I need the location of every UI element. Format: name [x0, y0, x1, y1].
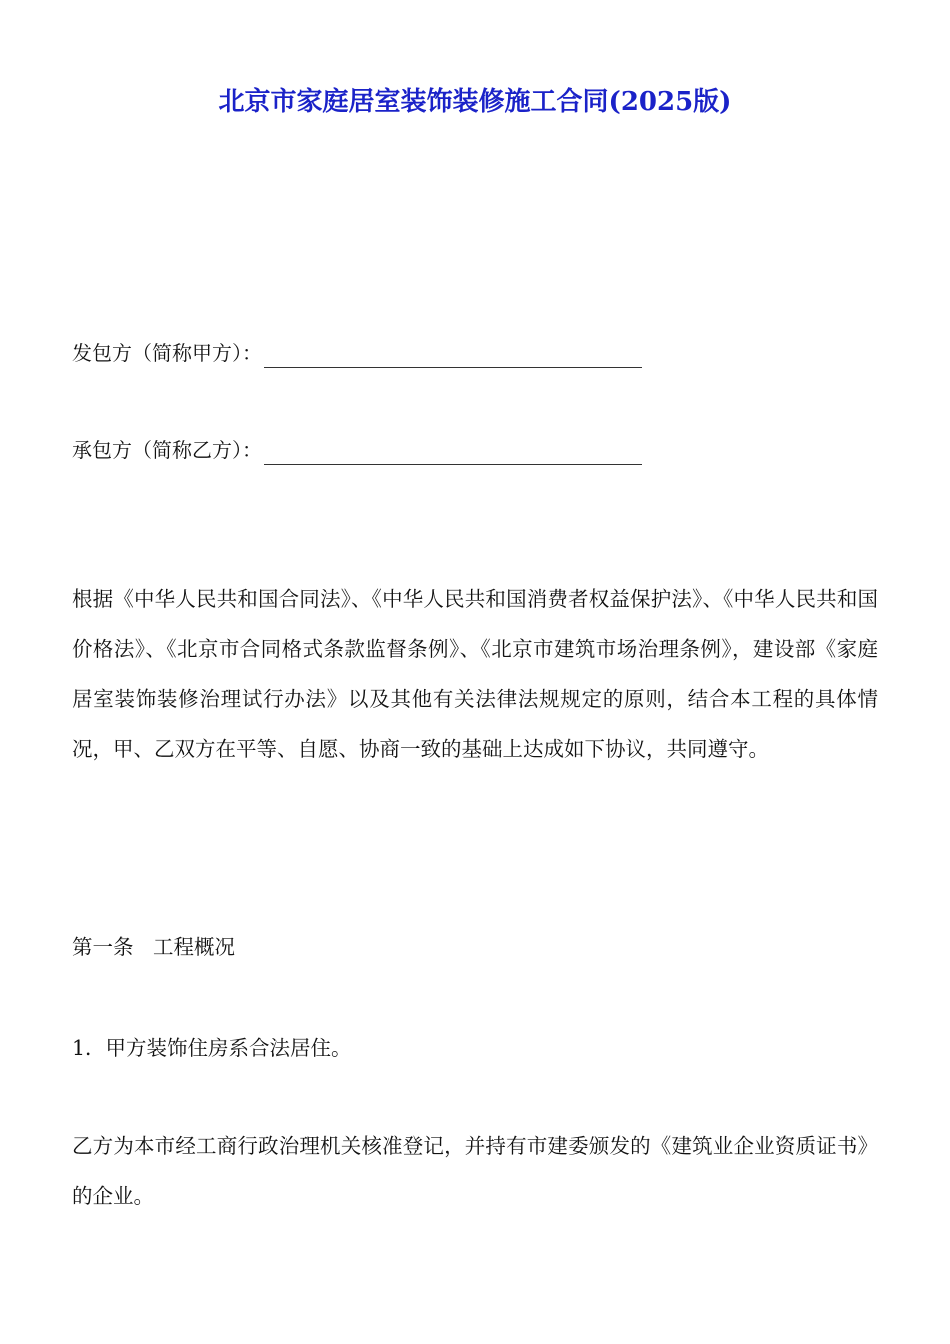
article-1-item-1: 1．甲方装饰住房系合法居住。 [72, 1036, 352, 1060]
party-a-blank-line [264, 345, 642, 368]
party-b-label: 承包方（简称乙方）： [72, 438, 262, 462]
contractor-paragraph: 乙方为本市经工商行政治理机关核准登记，并持有市建委颁发的《建筑业企业资质证书》的企业。 [72, 1134, 878, 1208]
party-a-field [72, 338, 642, 368]
party-b-blank-line [264, 442, 642, 465]
document-title: 北京市家庭居室装饰装修施工合同(2025版) [218, 87, 732, 117]
intro-paragraph: 根据《中华人民共和国合同法》、《中华人民共和国消费者权益保护法》、《中华人民共和国价格法》、《北京市合同格式条款监督条例》、《北京市建筑市场治理条例》，建设部《家庭居室装饰装修治理试行办法》以及其他有关法律法规规定的原则，结合本工程的具体情况，甲、乙双方在平等、自愿、协商一致的基础上达成如下协议，共同遵守。 [72, 587, 878, 761]
party-a-label: 发包方（简称甲方）： [72, 341, 262, 365]
party-b-field [72, 435, 642, 465]
article-1-heading: 第一条 工程概况 [72, 935, 236, 959]
